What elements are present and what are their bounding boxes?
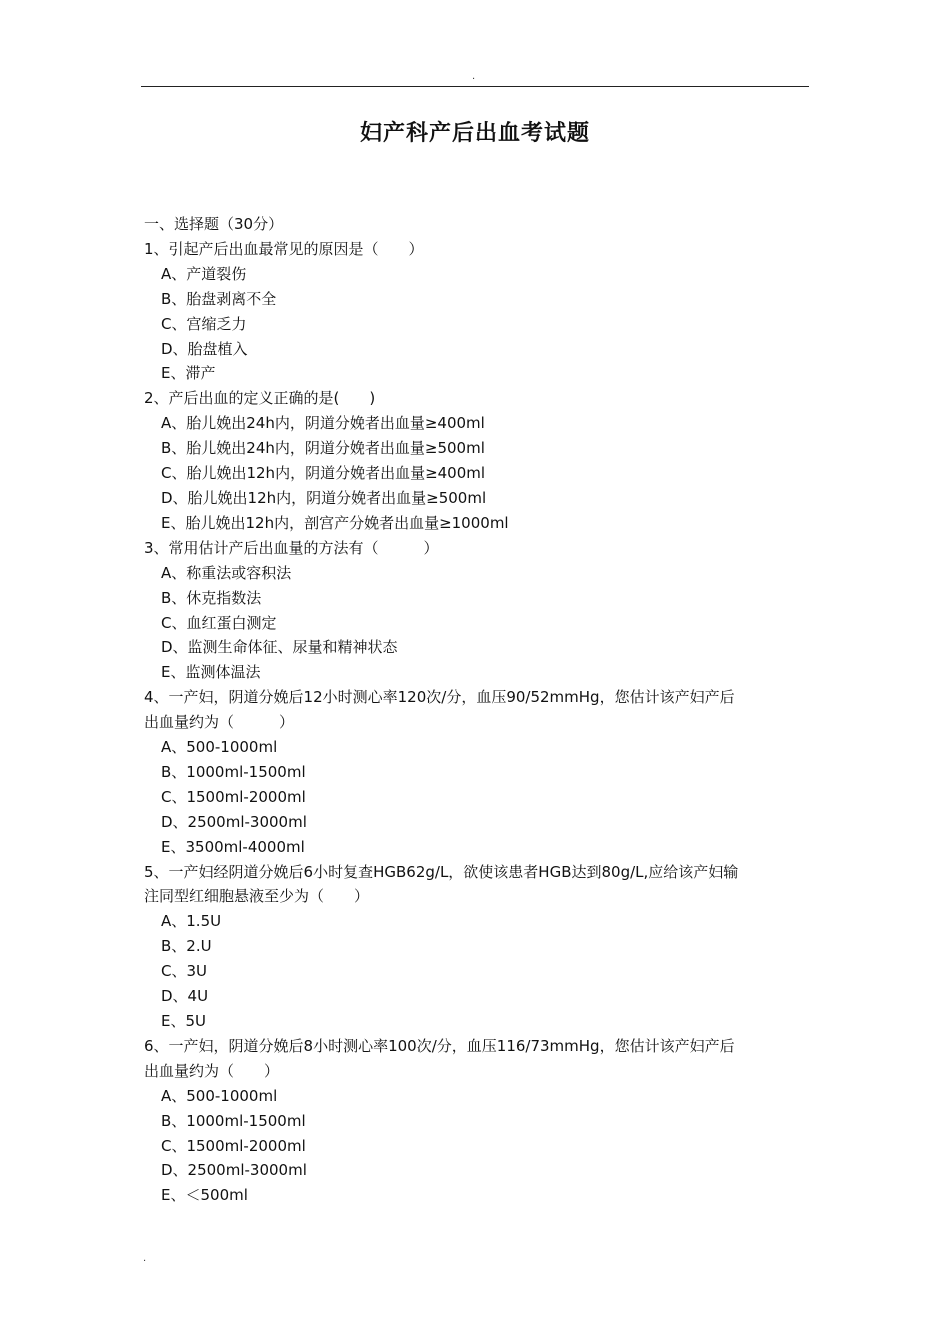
option-e: E、滞产: [161, 364, 216, 383]
option-a: A、称重法或容积法: [161, 563, 292, 582]
option-c: C、1500ml-2000ml: [161, 1136, 306, 1155]
option-a: A、500-1000ml: [161, 1086, 278, 1105]
option-b: B、休克指数法: [161, 588, 262, 607]
question-4: [144, 685, 812, 859]
question-stem: 1、引起产后出血最常见的原因是（ ）: [144, 239, 424, 258]
question-stem-line-2: 出血量约为（ ）: [144, 713, 295, 732]
option-d: D、2500ml-3000ml: [161, 812, 307, 831]
option-d: D、监测生命体征、尿量和精神状态: [161, 638, 398, 657]
option-c: C、血红蛋白测定: [161, 613, 277, 632]
question-stem: 3、常用估计产后出血量的方法有（ ）: [144, 538, 439, 557]
option-c: C、宫缩乏力: [161, 314, 247, 333]
option-c: C、3U: [161, 962, 207, 981]
document-title: 妇产科产后出血考试题: [359, 121, 590, 146]
question-stem: 2、产后出血的定义正确的是( ): [144, 389, 376, 408]
option-b: B、1000ml-1500ml: [161, 762, 306, 781]
question-6: [144, 1034, 812, 1208]
option-a: A、产道裂伤: [161, 264, 247, 283]
option-d: D、胎盘植入: [161, 339, 248, 358]
question-stem-line-1: 5、一产妇经阴道分娩后6小时复查HGB62g/L，欲使该患者HGB达到80g/L,应给该产妇输: [144, 862, 739, 881]
option-d: D、2500ml-3000ml: [161, 1161, 307, 1180]
option-c: C、1500ml-2000ml: [161, 787, 306, 806]
option-b: B、2.U: [161, 937, 212, 956]
question-stem-line-2: 出血量约为（ ）: [144, 1061, 280, 1080]
option-e: E、＜500ml: [161, 1186, 248, 1205]
option-e: E、胎儿娩出12h内，剖宫产分娩者出血量≥1000ml: [161, 513, 509, 532]
question-1: [144, 237, 812, 386]
option-a: A、500-1000ml: [161, 738, 278, 757]
option-d: D、4U: [161, 987, 209, 1006]
option-b: B、胎儿娩出24h内，阴道分娩者出血量≥500ml: [161, 439, 485, 458]
header-rule: [141, 86, 809, 87]
page-header-dot: .: [472, 71, 476, 82]
option-b: B、1000ml-1500ml: [161, 1111, 306, 1130]
document-body: [144, 212, 812, 1208]
section-heading: 一、选择题（30分）: [144, 215, 284, 233]
question-3: [144, 536, 812, 685]
option-a: A、1.5U: [161, 912, 222, 931]
question-2: [144, 386, 812, 535]
question-stem-line-2: 注同型红细胞悬液至少为（ ）: [144, 887, 370, 906]
page-footer-dot: .: [143, 1253, 147, 1264]
option-a: A、胎儿娩出24h内，阴道分娩者出血量≥400ml: [161, 414, 485, 433]
option-e: E、5U: [161, 1012, 207, 1030]
option-e: E、3500ml-4000ml: [161, 837, 305, 856]
question-stem-line-1: 4、一产妇，阴道分娩后12小时测心率120次/分，血压90/52mmHg，您估计该产妇产后: [144, 688, 735, 707]
question-5: [144, 860, 812, 1034]
question-stem-line-1: 6、一产妇，阴道分娩后8小时测心率100次/分，血压116/73mmHg，您估计该产妇产后: [144, 1036, 735, 1055]
option-e: E、监测体温法: [161, 663, 261, 682]
option-c: C、胎儿娩出12h内，阴道分娩者出血量≥400ml: [161, 464, 486, 483]
option-b: B、胎盘剥离不全: [161, 289, 277, 308]
option-d: D、胎儿娩出12h内，阴道分娩者出血量≥500ml: [161, 488, 487, 507]
